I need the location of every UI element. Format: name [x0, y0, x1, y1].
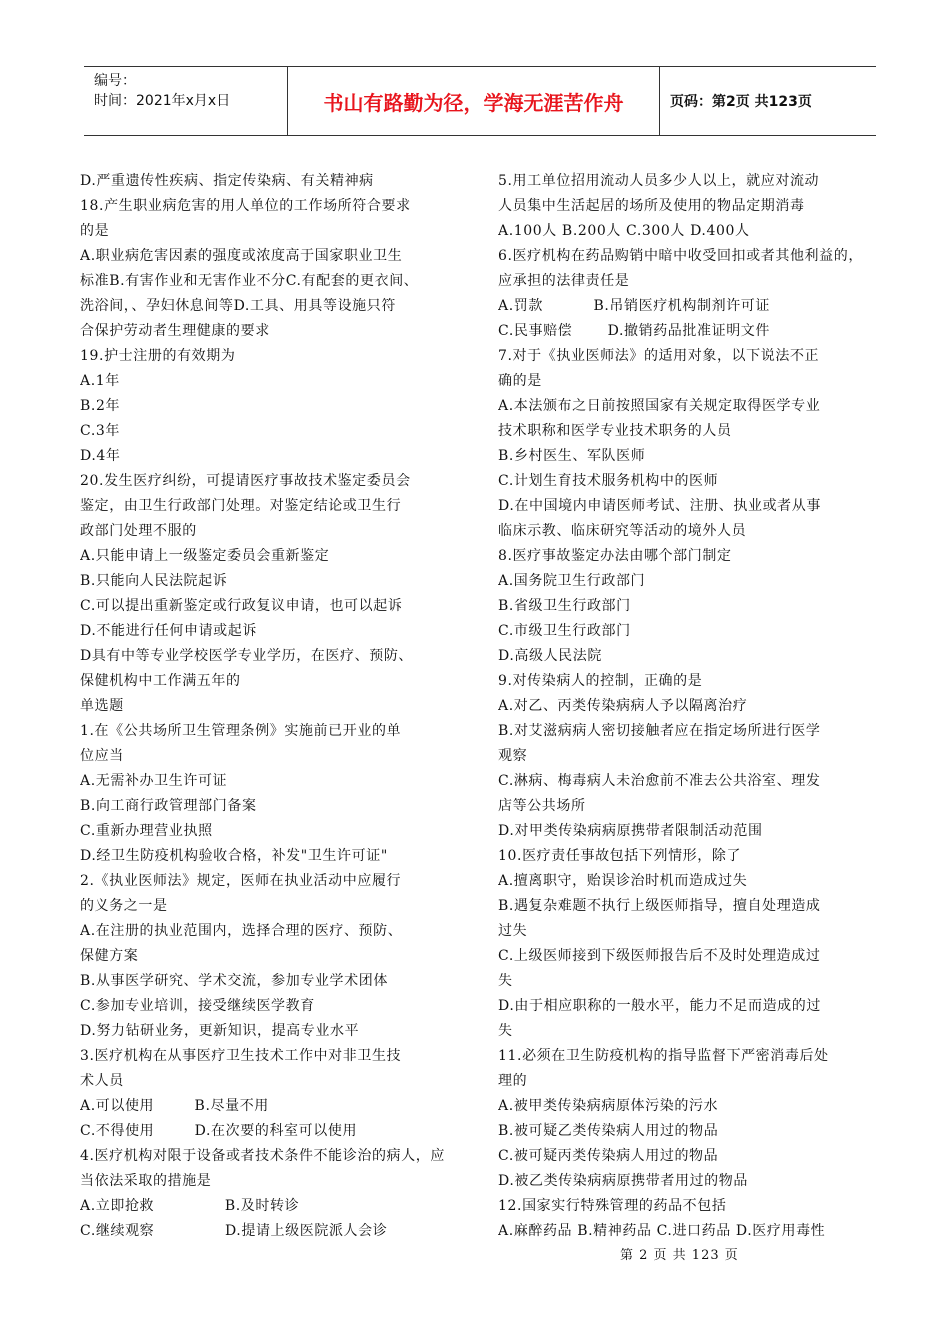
text-line: 10.医疗责任事故包括下列情形，除了 — [498, 848, 742, 864]
text-line: 鉴定，由卫生行政部门处理。对鉴定结论或卫生行 — [80, 498, 402, 514]
text-line: 位应当 — [80, 748, 124, 764]
text-line: 确的是 — [498, 373, 542, 389]
text-line: B.2年 — [80, 398, 121, 414]
text-line: 1.在《公共场所卫生管理条例》实施前已开业的单 — [80, 723, 402, 739]
text-line: A.职业病危害因素的强度或浓度高于国家职业卫生 — [80, 248, 403, 264]
text-line: A.在注册的执业范围内，选择合理的医疗、预防、 — [80, 923, 403, 939]
text-line: 单选题 — [80, 698, 124, 714]
text-line: C.继续观察 D.提请上级医院派人会诊 — [80, 1223, 388, 1239]
text-line: 18.产生职业病危害的用人单位的工作场所符合要求 — [80, 198, 411, 214]
text-line: 洗浴间，、孕妇休息间等D.工具、用具等设施只符 — [80, 298, 396, 314]
text-line: B.省级卫生行政部门 — [498, 598, 631, 614]
text-line: 19.护士注册的有效期为 — [80, 348, 236, 364]
left-column — [80, 169, 472, 1244]
text-line: D.由于相应职称的一般水平，能力不足而造成的过 — [498, 998, 821, 1014]
text-line: A.擅离职守，贻误诊治时机而造成过失 — [498, 873, 748, 889]
text-line: 失 — [498, 973, 513, 989]
text-line: B.只能向人民法院起诉 — [80, 573, 228, 589]
text-line: 标准B.有害作业和无害作业不分C.有配套的更衣间、 — [80, 273, 419, 289]
text-line: B.乡村医生、军队医师 — [498, 448, 646, 464]
text-line: A.对乙、丙类传染病病人予以隔离治疗 — [498, 698, 748, 714]
text-line: 2.《执业医师法》规定，医师在执业活动中应履行 — [80, 873, 402, 889]
text-line: 术人员 — [80, 1073, 124, 1089]
text-line: D.高级人民法院 — [498, 648, 602, 664]
text-line: A.麻醉药品 B.精神药品 C.进口药品 D.医疗用毒性 — [498, 1223, 826, 1239]
text-line: 观察 — [498, 748, 528, 764]
text-line: 失 — [498, 1023, 513, 1039]
text-line: 3.医疗机构在从事医疗卫生技术工作中对非卫生技 — [80, 1048, 402, 1064]
text-line: 的义务之一是 — [80, 898, 168, 914]
header-motto: 书山有路勤为径，学海无涯苦作舟 — [288, 67, 660, 135]
text-line: 12.国家实行特殊管理的药品不包括 — [498, 1198, 727, 1214]
text-line: C.民事赔偿 D.撤销药品批准证明文件 — [498, 323, 770, 339]
text-line: 4.医疗机构对限于设备或者技术条件不能诊治的病人，应 — [80, 1148, 445, 1164]
text-line: D具有中等专业学校医学专业学历，在医疗、预防、 — [80, 648, 414, 664]
text-line: D.对甲类传染病病原携带者限制活动范围 — [498, 823, 763, 839]
text-line: C.参加专业培训，接受继续医学教育 — [80, 998, 315, 1014]
text-line: B.遇复杂难题不执行上级医师指导，擅自处理造成 — [498, 898, 821, 914]
text-line: B.从事医学研究、学术交流，参加专业学术团体 — [80, 973, 388, 989]
text-line: 技术职称和医学专业技术职务的人员 — [498, 423, 732, 439]
text-line: 过失 — [498, 923, 528, 939]
text-line: D.被乙类传染病病原携带者用过的物品 — [498, 1173, 748, 1189]
text-line: 人员集中生活起居的场所及使用的物品定期消毒 — [498, 198, 805, 214]
text-line: C.重新办理营业执照 — [80, 823, 213, 839]
text-line: D.严重遗传性疾病、指定传染病、有关精神病 — [80, 173, 374, 189]
text-line: A.被甲类传染病病原体污染的污水 — [498, 1098, 719, 1114]
text-line: D.努力钻研业务，更新知识，提高专业水平 — [80, 1023, 360, 1039]
text-line: 20.发生医疗纠纷，可提请医疗事故技术鉴定委员会 — [80, 473, 411, 489]
text-line: C.不得使用 D.在次要的科室可以使用 — [80, 1123, 358, 1139]
text-line: A.国务院卫生行政部门 — [498, 573, 646, 589]
text-line: B.向工商行政管理部门备案 — [80, 798, 257, 814]
text-line: 7.对于《执业医师法》的适用对象，以下说法不正 — [498, 348, 820, 364]
text-line: 临床示教、临床研究等活动的境外人员 — [498, 523, 747, 539]
text-line: A.可以使用 B.尽量不用 — [80, 1098, 269, 1114]
right-column — [498, 169, 876, 1244]
text-line: C.可以提出重新鉴定或行政复议申请，也可以起诉 — [80, 598, 403, 614]
text-line: 的是 — [80, 223, 110, 239]
text-line: C.3年 — [80, 423, 120, 439]
text-line: 保健机构中工作满五年的 — [80, 673, 241, 689]
text-line: 店等公共场所 — [498, 798, 586, 814]
text-line: D.在中国境内申请医师考试、注册、执业或者从事 — [498, 498, 821, 514]
text-line: 11.必须在卫生防疫机构的指导监督下严密消毒后处 — [498, 1048, 829, 1064]
text-line: 政部门处理不服的 — [80, 523, 197, 539]
text-line: 应承担的法律责任是 — [498, 273, 630, 289]
page-header — [84, 66, 876, 136]
text-line: C.淋病、梅毒病人未治愈前不准去公共浴室、理发 — [498, 773, 821, 789]
text-line: 合保护劳动者生理健康的要求 — [80, 323, 270, 339]
text-line: 6.医疗机构在药品购销中暗中收受回扣或者其他利益的， — [498, 248, 863, 264]
number-label: 编号： — [94, 73, 136, 89]
text-line: A.无需补办卫生许可证 — [80, 773, 228, 789]
text-line: 当依法采取的措施是 — [80, 1173, 212, 1189]
text-line: B.对艾滋病病人密切接触者应在指定场所进行医学 — [498, 723, 821, 739]
header-info — [84, 67, 288, 135]
text-line: 5.用工单位招用流动人员多少人以上，就应对流动 — [498, 173, 820, 189]
text-line: A.立即抢救 B.及时转诊 — [80, 1198, 300, 1214]
text-line: 8.医疗事故鉴定办法由哪个部门制定 — [498, 548, 732, 564]
text-line: D.经卫生防疫机构验收合格，补发"卫生许可证" — [80, 848, 388, 864]
text-line: 理的 — [498, 1073, 528, 1089]
text-line: B.被可疑乙类传染病人用过的物品 — [498, 1123, 719, 1139]
text-line: A.1年 — [80, 373, 120, 389]
text-line: C.被可疑丙类传染病人用过的物品 — [498, 1148, 719, 1164]
text-line: C.计划生育技术服务机构中的医师 — [498, 473, 719, 489]
text-line: A.罚款 B.吊销医疗机构制剂许可证 — [498, 298, 770, 314]
text-line: D.4年 — [80, 448, 121, 464]
page-footer: 第 2 页 共 123 页 — [620, 1248, 739, 1263]
time-label: 时间：2021年x月x日 — [94, 93, 231, 109]
text-line: C.上级医师接到下级医师报告后不及时处理造成过 — [498, 948, 821, 964]
text-line: A.本法颁布之日前按照国家有关规定取得医学专业 — [498, 398, 821, 414]
text-line: 保健方案 — [80, 948, 139, 964]
header-page-label: 页码：第2页 共123页 — [670, 94, 812, 110]
text-line: 9.对传染病人的控制，正确的是 — [498, 673, 703, 689]
text-line: A.100人 B.200人 C.300人 D.400人 — [498, 223, 750, 239]
text-line: C.市级卫生行政部门 — [498, 623, 631, 639]
text-line: A.只能申请上一级鉴定委员会重新鉴定 — [80, 548, 330, 564]
text-line: D.不能进行任何申请或起诉 — [80, 623, 257, 639]
